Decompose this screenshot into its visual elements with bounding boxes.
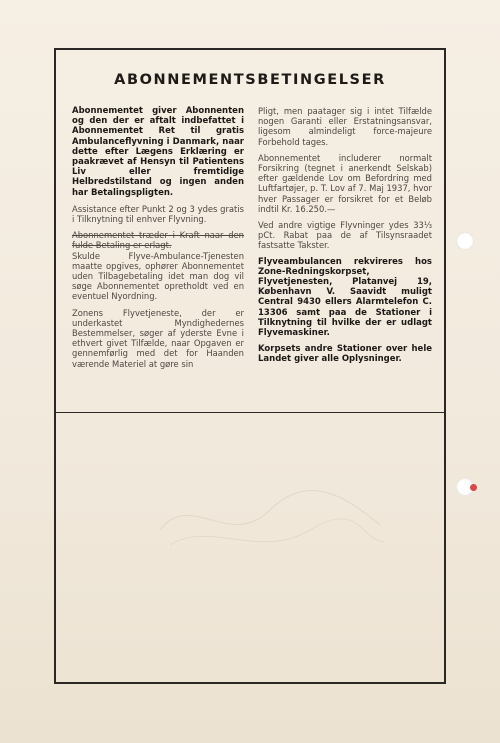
right-paragraph-5: Korpsets andre Stationer over hele Landet giver alle Oplysninger.: [258, 344, 432, 365]
left-column: [72, 106, 244, 375]
left-paragraph-struck: Abonnementet træder i Kraft naar den fulde Betaling er erlagt.: [72, 230, 244, 251]
left-paragraph-3: Skulde Flyve-Ambulance-Tjenesten maatte opgives, ophører Abonnementet uden Tilbagebetaling idet man dog vil søge Abonnementet opretholdt ved en eventuel Nyordning.: [72, 250, 244, 302]
red-mark: [470, 484, 477, 491]
right-paragraph-3: Ved andre vigtige Flyvninger ydes 33⅓ pCt. Rabat paa de af Tilsynsraadet fastsatte Takster.: [258, 220, 432, 251]
punch-hole-top: [456, 232, 474, 250]
right-column: [258, 106, 432, 371]
horizontal-divider: [54, 412, 446, 413]
left-paragraph-1: Abonnementet giver Abonnenten og den der er aftalt indbefattet i Abonnementet Ret til gratis Ambulanceflyvning i Danmark, naar dette efter Lægens Erklæring er paakrævet af Hensyn til Patientens Liv eller fremtidige Helbredstilstand og ingen anden har Betalingspligten.: [72, 106, 244, 198]
left-paragraph-4: Zonens Flyvetjeneste, der er underkastet Myndighedernes Bestemmelser, søger af yderste Evne i ethvert givet Tilfælde, naar Opgaven er gennemførlig med det for Haanden værende Materiel at gøre sin: [72, 307, 244, 369]
right-paragraph-4: Flyveambulancen rekvireres hos Zone-Redningskorpset, Flyvetjenesten, Platanvej 19, København V. Saavidt muligt Central 9430 ellers Alarmtelefon C. 13306 samt paa de Stationer i Tilknytning til hvilke der er udlagt Flyvemaskiner.: [258, 256, 432, 339]
page-title: ABONNEMENTSBETINGELSER: [114, 72, 386, 88]
left-paragraph-2: Assistance efter Punkt 2 og 3 ydes gratis i Tilknytning til enhver Flyvning.: [72, 203, 244, 225]
right-paragraph-1: Pligt, men paatager sig i intet Tilfælde nogen Garanti eller Erstatningsansvar, ligesom almindeligt force-majeure Forbehold tages.: [258, 106, 432, 147]
right-paragraph-2: Abonnementet includerer normalt Forsikring (tegnet i anerkendt Selskab) efter gældende Lov om Befordring med Luftfartøjer, p. T. Lov af 7. Maj 1937, hvor hver Passager er forsikret for et Beløb indtil Kr. 16.250.—: [258, 152, 432, 214]
faint-bleed-through: [150, 470, 390, 560]
